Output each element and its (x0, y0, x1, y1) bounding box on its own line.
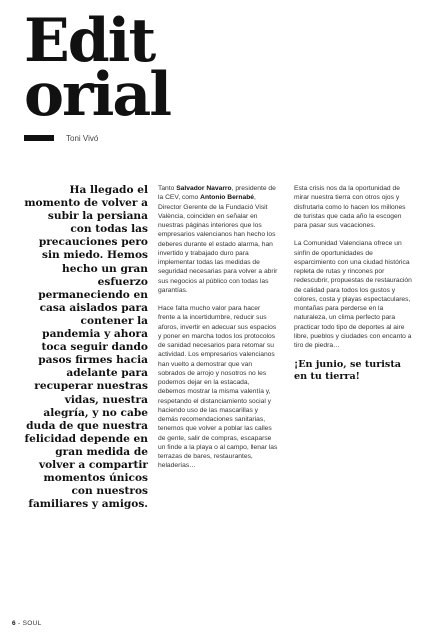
body-column-2 (294, 184, 414, 383)
page-title (24, 6, 171, 130)
column2-paragraph-2: La Comunidad Valenciana ofrece un sinfín de oportunidades de esparcimiento con una ciudad histórica repleta de rutas y rincones por redescubrir, propuestas de restauración de calidad para todos los gustos y colores, costa y playas espectaculares, montañas para perderse en la naturaleza, un clima perfecto para practicar todo tipo de deportes al aire libre, pueblos y ciudades con encanto a tiro de piedra… (294, 240, 412, 349)
closing-call-to-action: ¡En junio, se turista en tu tierra! (294, 359, 401, 383)
column1-p1-text-c: , Director Gerente de la Fundació Visit València, coinciden en señalar en nuestras páginas interiores que los empresarios valencianos han hecho los deberes durante el estado alarma, han invertido y trabajado duro para implementar todas las medidas de seguridad necesarias para volver a abrir sus negocios al público con todas las garantías. (158, 194, 278, 294)
title-line-1: Edit (24, 6, 155, 76)
column1-paragraph-2: Hace falta mucho valor para hacer frente a la incertidumbre, reducir sus aforos, invertir en adecuar sus espacios y poner en marcha todos los protocolos de sanidad necesarios para retomar su actividad. Los empresarios valencianos han vuelto a demostrar que van sobrados de arrojo y nosotros no les podemos dejar en la estacada, debemos mostrar la misma valentía y, respetando el distanciamiento social y haciendo uso de las mascarillas y demás recomendaciones sanitarias, tenemos que volver a poblar las calles de gente, salir de compras, escaparse un finde a la playa o al campo, llenar las terrazas de bares, restaurantes, heladerías… (158, 305, 278, 470)
pull-quote: Ha llegado el momento de volver a subir la persiana con todas las precauciones pero sin miedo. Hemos hecho un gran esfuerzo permaneciendo en casa aislados para contener la pandemia y ahora toca seguir dando pasos firmes hacia adelante para recuperar nuestras vidas, nuestra alegría, y no cabe duda de que nuestra felicidad depende en gran medida de volver a compartir momentos únicos con nuestros familiares y amigos. (24, 184, 148, 511)
column2-paragraph-1: Esta crisis nos da la oportunidad de mirar nuestra tierra con otros ojos y disfrutarla como lo hacen los millones de turistas que cada año la escogen para pasar sus vacaciones. (294, 185, 406, 229)
column1-p1-text-b: , presidente de la CEV, como (158, 185, 276, 202)
body-column-1 (158, 184, 278, 480)
page-footer (12, 620, 42, 627)
person-name-navarro: Salvador Navarro (176, 185, 232, 192)
column1-p1-text-a: Tanto (158, 185, 177, 192)
person-name-bernabe: Antonio Bernabé (200, 194, 255, 202)
title-line-2: orial (24, 60, 171, 130)
author-rule (24, 135, 54, 141)
page-number: 6 (12, 620, 16, 627)
author-name: Toni Vivó (66, 134, 99, 143)
column1-paragraph-1 (158, 184, 278, 295)
footer-separator: - (15, 620, 23, 627)
magazine-name: SOUL (22, 620, 42, 627)
